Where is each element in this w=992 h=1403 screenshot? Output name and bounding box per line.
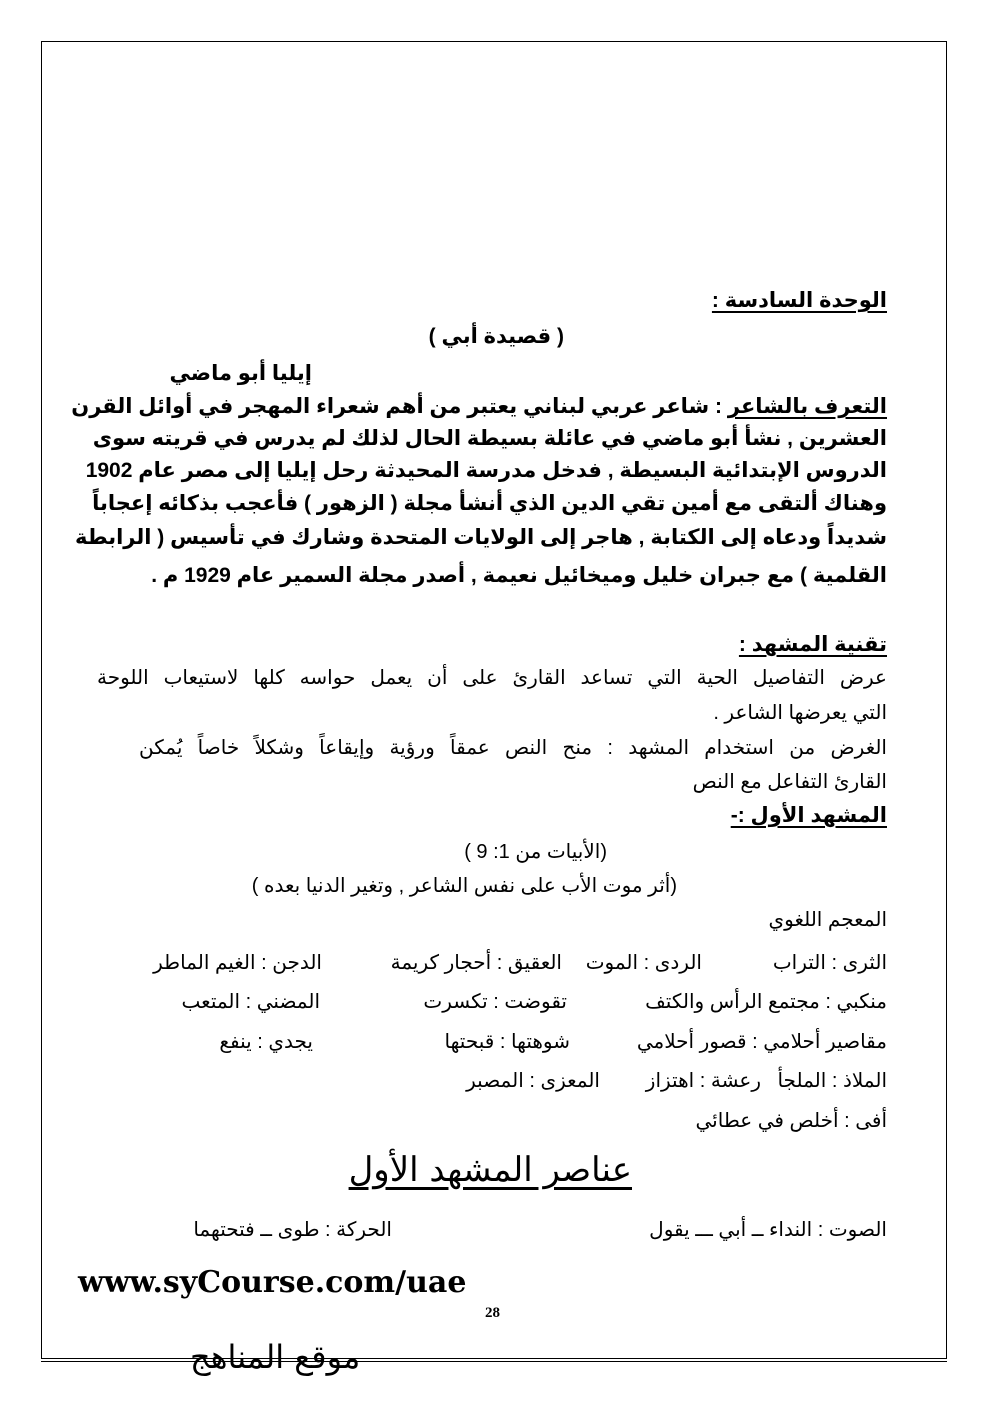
bio-line-4: وهناك ألتقى مع أمين تقي الدين الذي أنشأ مجلة ( الزهور ) فأعجب بذكائه إعجاباً	[92, 492, 887, 515]
elements-heading: عناصر المشهد الأول	[348, 1150, 632, 1190]
bio-line-5: شديداً ودعاه إلى الكتابة , هاجر إلى الولايات المتحدة وشارك في تأسيس ( الرابطة	[75, 526, 887, 549]
bio-line-6: القلمية ) مع جبران خليل وميخائيل نعيمة , أصدر مجلة السمير عام 1929 م .	[151, 564, 887, 587]
page-number: 28	[485, 1305, 500, 1321]
unit-title: الوحدة السادسة :	[711, 289, 887, 312]
lexicon-entry: مقاصير أحلامي : قصور أحلامي	[636, 1031, 887, 1053]
poem-title: ( قصيدة أبي )	[428, 325, 564, 348]
site-url: www.syCourse.com/uae	[78, 1265, 467, 1300]
technique-line-3: الغرض من استخدام المشهد : منح النص عمقاً ورؤية وإيقاعاً وشكلاً خاصاً يُمكن	[139, 737, 887, 759]
lexicon-entry: المضني : المتعب	[181, 991, 320, 1013]
lexicon-entry: العقيق : أحجار كريمة	[390, 952, 562, 974]
site-logo: موقع المناهج	[190, 1338, 361, 1376]
elements-sound: الصوت : النداء ــ أبي ـــ يقول	[649, 1219, 887, 1241]
poet-name: إيليا أبو ماضي	[169, 362, 312, 385]
bio-line-1-text: : شاعر عربي لبناني يعتبر من أهم شعراء المهجر في أوائل القرن	[71, 395, 728, 418]
lexicon-entry: الثرى : التراب	[772, 952, 887, 974]
elements-movement: الحركة : طوى ــ فتحتهما	[193, 1219, 392, 1241]
scene1-theme: (أثر موت الأب على نفس الشاعر , وتغير الدنيا بعده )	[251, 875, 677, 897]
lexicon-entry: المعزى : المصبر	[466, 1070, 600, 1092]
lexicon-row-1	[127, 950, 887, 976]
lexicon-entry: تقوضت : تكسرت	[423, 991, 567, 1013]
technique-line-4: القارئ التفاعل مع النص	[692, 771, 887, 793]
lexicon-entry: يجدي : ينفع	[219, 1031, 313, 1053]
bio-line-3: الدروس الإبتدائية البسيطة , فدخل مدرسة المحيدثة رحل إيليا إلى مصر عام 1902	[85, 459, 887, 482]
lexicon-entry: الدجن : الغيم الماطر	[153, 952, 322, 974]
lexicon-row-2	[127, 989, 887, 1015]
bio-label: التعرف بالشاعر	[727, 395, 887, 418]
technique-heading: تقنية المشهد :	[738, 633, 887, 656]
bottom-rule	[41, 1361, 947, 1362]
lexicon-row-3	[127, 1029, 887, 1055]
lexicon-entry: رعشة : اهتزاز	[645, 1070, 761, 1092]
lexicon-entry: الملاذ : الملجأ	[777, 1070, 887, 1092]
technique-line-1: عرض التفاصيل الحية التي تساعد القارئ على أن يعمل حواسه كلها لاستيعاب اللوحة	[97, 667, 887, 689]
lexicon-entry: شوهتها : قبحتها	[444, 1031, 570, 1053]
lexicon-heading: المعجم اللغوي	[768, 909, 887, 931]
lexicon-entry: الردى : الموت	[585, 952, 702, 974]
technique-line-2: التي يعرضها الشاعر .	[713, 702, 887, 724]
bio-line-2: العشرين , نشأ أبو ماضي في عائلة بسيطة الحال لذلك لم يدرس في قريته سوى	[92, 427, 887, 450]
lexicon-entry: أفى : أخلص في عطائي	[695, 1110, 887, 1132]
lexicon-entry: منكبي : مجتمع الرأس والكتف	[645, 991, 887, 1013]
scene1-verses: (الأبيات من 1: 9 )	[464, 841, 607, 863]
bio-line-1	[71, 395, 887, 418]
scene1-heading: المشهد الأول :-	[730, 804, 887, 827]
lexicon-row-5	[127, 1108, 887, 1134]
lexicon-row-4	[127, 1068, 887, 1094]
